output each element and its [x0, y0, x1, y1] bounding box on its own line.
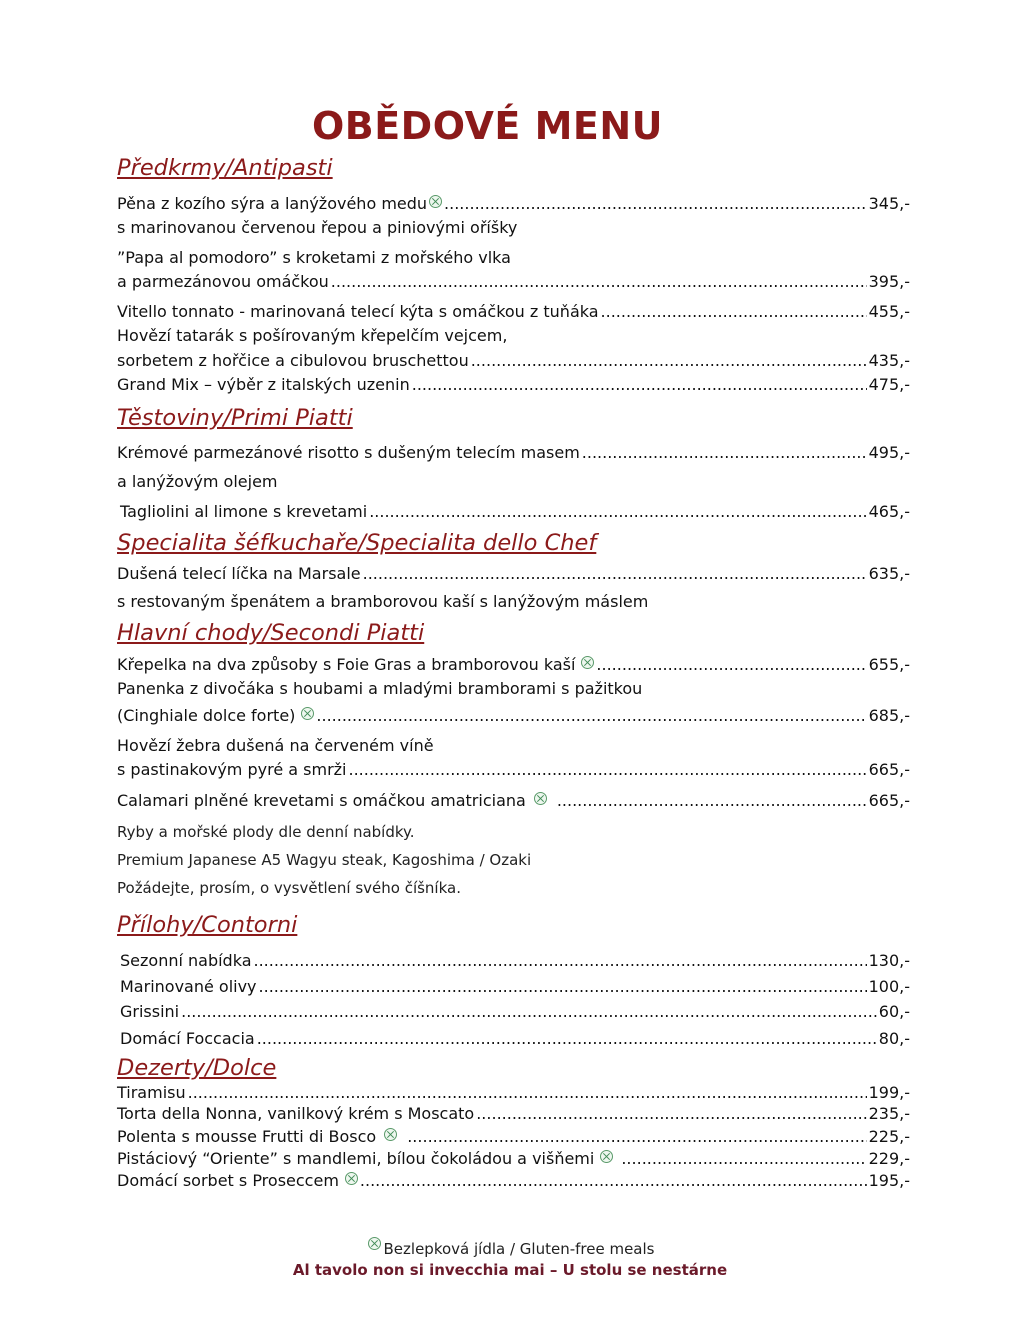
- menu-item-name: Grissini: [120, 1002, 180, 1021]
- leader-dots: [557, 791, 867, 811]
- section-heading-dolce: Dezerty/Dolce: [117, 1055, 277, 1081]
- gluten-free-legend: [0, 1240, 1020, 1258]
- leader-dots: [407, 1127, 866, 1147]
- menu-item-name: Křepelka na dva způsoby s Foie Gras a bramborovou kaší: [117, 655, 576, 674]
- leader-dots: [369, 502, 866, 522]
- menu-item-row: [120, 1002, 910, 1022]
- menu-item-row: [117, 760, 910, 780]
- menu-item-row: [120, 977, 910, 997]
- menu-item-name: Sezonní nabídka: [120, 951, 252, 970]
- menu-item-price: 665,-: [868, 760, 910, 779]
- menu-note: Premium Japanese A5 Wagyu steak, Kagoshima / Ozaki: [117, 851, 532, 869]
- gluten-free-icon: [368, 1237, 381, 1250]
- menu-item-name: Marinované olivy: [120, 977, 257, 996]
- gluten-free-icon: [534, 792, 547, 805]
- menu-item-row: [117, 1149, 910, 1169]
- leader-dots: [360, 1171, 867, 1191]
- menu-item-price: 455,-: [868, 302, 910, 321]
- menu-item-price: 435,-: [868, 351, 910, 370]
- gluten-free-icon: [345, 1172, 358, 1185]
- legend-text: Bezlepková jídla / Gluten-free meals: [383, 1240, 655, 1258]
- leader-dots: [316, 706, 866, 726]
- menu-item-name: a parmezánovou omáčkou: [117, 272, 329, 291]
- menu-item-name: Calamari plněné krevetami s omáčkou amatriciana: [117, 791, 526, 810]
- menu-item-row: [120, 951, 910, 971]
- menu-item-row: [117, 1171, 910, 1191]
- menu-item-name: Tiramisu: [117, 1083, 186, 1102]
- menu-item-row: [117, 272, 910, 292]
- leader-dots: [621, 1149, 866, 1169]
- page-title: OBĚDOVÉ MENU: [311, 104, 664, 148]
- section-heading-secondi: Hlavní chody/Secondi Piatti: [117, 620, 425, 646]
- gluten-free-icon: [581, 656, 594, 669]
- menu-item-description: ”Papa al pomodoro” s kroketami z mořského vlka: [117, 248, 511, 267]
- menu-item-description: s restovaným špenátem a bramborovou kaší s lanýžovým máslem: [117, 592, 649, 611]
- gluten-free-icon: [384, 1128, 397, 1141]
- leader-dots: [476, 1104, 866, 1124]
- menu-item-description: s marinovanou červenou řepou a piniovými oříšky: [117, 218, 518, 237]
- menu-item-name: sorbetem z hořčice a cibulovou bruschettou: [117, 351, 469, 370]
- menu-item-name: Dušená telecí líčka na Marsale: [117, 564, 361, 583]
- menu-item-price: 199,-: [868, 1083, 910, 1102]
- menu-item-price: 655,-: [868, 655, 910, 674]
- leader-dots: [582, 443, 867, 463]
- section-heading-contorni: Přílohy/Contorni: [117, 912, 298, 938]
- menu-item-description: Hovězí žebra dušená na červeném víně: [117, 736, 434, 755]
- menu-item-name: (Cinghiale dolce forte): [117, 706, 296, 725]
- menu-item-description: Hovězí tatarák s pošírovaným křepelčím vejcem,: [117, 326, 508, 345]
- menu-item-row: [117, 791, 910, 811]
- menu-item-row: [117, 655, 910, 675]
- leader-dots: [444, 194, 867, 214]
- leader-dots: [363, 564, 867, 584]
- menu-item-price: 395,-: [868, 272, 910, 291]
- menu-item-name: Vitello tonnato - marinovaná telecí kýta s omáčkou z tuňáka: [117, 302, 599, 321]
- menu-item-name: Torta della Nonna, vanilkový krém s Moscato: [117, 1104, 475, 1123]
- menu-item-name: Polenta s mousse Frutti di Bosco: [117, 1127, 377, 1146]
- leader-dots: [601, 302, 867, 322]
- menu-item-price: 345,-: [868, 194, 910, 213]
- menu-item-name: Pěna z kozího sýra a lanýžového medu: [117, 194, 428, 213]
- menu-item-row: [117, 564, 910, 584]
- menu-item-row: [120, 502, 910, 522]
- leader-dots: [349, 760, 867, 780]
- gluten-free-icon: [600, 1150, 613, 1163]
- menu-item-name: Domácí Foccacia: [120, 1029, 255, 1048]
- section-heading-antipasti: Předkrmy/Antipasti: [117, 155, 333, 181]
- leader-dots: [254, 951, 867, 971]
- menu-item-row: [117, 706, 910, 726]
- menu-item-row: [117, 1104, 910, 1124]
- menu-item-price: 475,-: [868, 375, 910, 394]
- section-heading-chef: Specialita šéfkuchaře/Specialita dello Chef: [117, 530, 597, 556]
- leader-dots: [181, 1002, 877, 1022]
- menu-note: Požádejte, prosím, o vysvětlení svého číšníka.: [117, 879, 461, 897]
- menu-item-description: a lanýžovým olejem: [117, 472, 278, 491]
- leader-dots: [188, 1083, 867, 1103]
- menu-item-price: 130,-: [868, 951, 910, 970]
- menu-item-price: 80,-: [878, 1029, 910, 1048]
- menu-item-name: Krémové parmezánové risotto s dušeným telecím masem: [117, 443, 580, 462]
- menu-item-row: [117, 194, 910, 214]
- leader-dots: [257, 1029, 877, 1049]
- menu-item-row: [117, 1127, 910, 1147]
- menu-item-price: 229,-: [868, 1149, 910, 1168]
- menu-item-description: Panenka z divočáka s houbami a mladými bramborami s pažitkou: [117, 679, 643, 698]
- menu-item-price: 225,-: [868, 1127, 910, 1146]
- menu-item-name: Grand Mix – výběr z italských uzenin: [117, 375, 410, 394]
- gluten-free-icon: [301, 707, 314, 720]
- footer-motto: Al tavolo non si invecchia mai – U stolu se nestárne: [292, 1261, 728, 1279]
- menu-item-name: Tagliolini al limone s krevetami: [120, 502, 368, 521]
- menu-item-price: 665,-: [868, 791, 910, 810]
- menu-item-price: 635,-: [868, 564, 910, 583]
- menu-item-price: 235,-: [868, 1104, 910, 1123]
- leader-dots: [412, 375, 867, 395]
- menu-item-row: [117, 443, 910, 463]
- leader-dots: [259, 977, 867, 997]
- leader-dots: [471, 351, 867, 371]
- menu-item-price: 495,-: [868, 443, 910, 462]
- leader-dots: [331, 272, 867, 292]
- menu-item-row: [117, 302, 910, 322]
- menu-item-price: 60,-: [878, 1002, 910, 1021]
- leader-dots: [596, 655, 866, 675]
- menu-item-price: 465,-: [868, 502, 910, 521]
- menu-item-row: [117, 1083, 910, 1103]
- menu-item-name: Domácí sorbet s Proseccem: [117, 1171, 339, 1190]
- menu-item-price: 685,-: [868, 706, 910, 725]
- menu-item-price: 195,-: [868, 1171, 910, 1190]
- section-heading-primi: Těstoviny/Primi Piatti: [117, 405, 353, 431]
- menu-item-row: [120, 1029, 910, 1049]
- menu-item-name: Pistáciový “Oriente” s mandlemi, bílou čokoládou a višňemi: [117, 1149, 595, 1168]
- menu-item-name: s pastinakovým pyré a smrži: [117, 760, 347, 779]
- menu-note: Ryby a mořské plody dle denní nabídky.: [117, 823, 415, 841]
- menu-item-row: [117, 351, 910, 371]
- gluten-free-icon: [429, 195, 442, 208]
- menu-item-price: 100,-: [868, 977, 910, 996]
- menu-item-row: [117, 375, 910, 395]
